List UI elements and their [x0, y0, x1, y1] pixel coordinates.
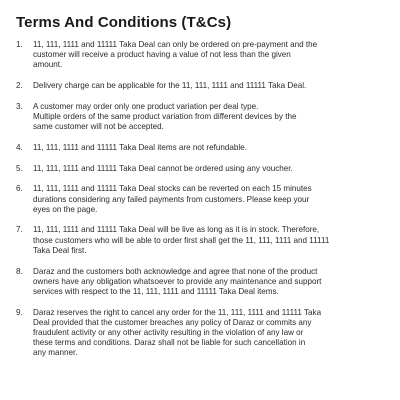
terms-item-number: 7. [16, 225, 23, 235]
terms-item-line: Deal provided that the customer breaches any policy of Daraz or commits any [33, 317, 312, 327]
terms-item-line: 11, 111, 1111 and 11111 Taka Deal can only be ordered on pre-payment and the [33, 40, 318, 49]
terms-item [16, 40, 384, 71]
terms-item-line: any manner. [33, 348, 78, 358]
terms-item-line: 11, 111, 1111 and 11111 Taka Deal items are not refundable. [33, 142, 247, 152]
terms-item-line: durations considering any failed payments from customers. Please keep your [33, 194, 310, 204]
terms-item-text [33, 143, 384, 153]
terms-item [16, 184, 384, 215]
terms-item-text [33, 40, 384, 71]
terms-item-text [33, 102, 384, 133]
terms-item-number: 8. [16, 266, 23, 276]
terms-item-number: 9. [16, 307, 23, 317]
terms-item-text [33, 225, 384, 256]
terms-item-line: 11, 111, 1111 and 11111 Taka Deal cannot be ordered using any voucher. [33, 163, 293, 173]
terms-item [16, 267, 384, 298]
terms-item-line: those customers who will be able to order first shall get the 11, 111, 1111 and 11111 [33, 235, 330, 245]
terms-item [16, 143, 384, 153]
terms-item-line: 11, 111, 1111 and 11111 Taka Deal stocks can be reverted on each 15 minutes [33, 184, 312, 194]
terms-item-text [33, 81, 384, 91]
terms-item-line: A customer may order only one product variation per deal type. [33, 101, 259, 111]
terms-list [16, 40, 384, 359]
terms-item-line: Delivery charge can be applicable for the 11, 111, 1111 and 11111 Taka Deal. [33, 81, 307, 91]
terms-item-line: customer will receive a product having a value of not less than the given [33, 50, 291, 60]
terms-item [16, 102, 384, 133]
terms-item-number: 6. [16, 184, 23, 194]
terms-item [16, 164, 384, 174]
terms-item-text [33, 308, 384, 359]
terms-item-number: 4. [16, 142, 23, 152]
terms-item-text [33, 184, 384, 215]
terms-item-text [33, 267, 384, 298]
terms-item-number: 1. [16, 40, 23, 49]
terms-item-line: eyes on the page. [33, 204, 98, 214]
terms-item-line: owners have any obligation whatsoever to provide any maintenance and support [33, 276, 322, 286]
terms-item-line: these terms and conditions. Daraz shall not be liable for such cancellation in [33, 338, 306, 348]
terms-item-number: 5. [16, 163, 23, 173]
terms-item-line: Multiple orders of the same product variation from different devices by the [33, 112, 297, 122]
terms-item [16, 225, 384, 256]
terms-item-line: same customer will not be accepted. [33, 122, 164, 132]
terms-item [16, 308, 384, 359]
terms-item-line: fraudulent activity or any other activity resulting in the violation of any law or [33, 328, 304, 338]
terms-item-number: 2. [16, 81, 23, 91]
terms-item-text [33, 164, 384, 174]
terms-item-line: Taka Deal first. [33, 245, 87, 255]
terms-item-line: Daraz and the customers both acknowledge and agree that none of the product [33, 266, 318, 276]
terms-item-line: Daraz reserves the right to cancel any order for the 11, 111, 1111 and 11111 Taka [33, 307, 322, 317]
terms-item-line: services with respect to the 11, 111, 1111 and 11111 Taka Deal items. [33, 286, 279, 296]
page-title: Terms And Conditions (T&Cs) [16, 14, 232, 31]
terms-item-number: 3. [16, 101, 23, 111]
terms-item-line: 11, 111, 1111 and 11111 Taka Deal will be live as long as it is in stock. Therefore, [33, 225, 320, 235]
terms-item [16, 81, 384, 91]
terms-item-line: amount. [33, 60, 63, 70]
